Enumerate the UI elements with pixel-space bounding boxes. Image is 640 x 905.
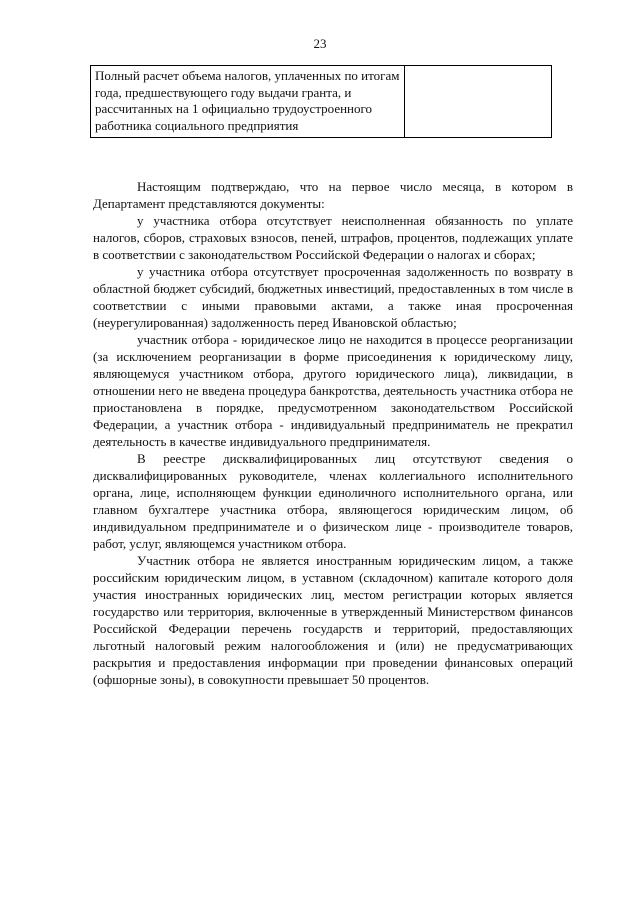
page-number: 23 <box>313 36 327 51</box>
table-cell-value <box>405 66 552 138</box>
paragraph-disqualification-registry: В реестре дисквалифицированных лиц отсутствуют сведения о дисквалифицированных руководителе, членах коллегиального исполнительного органа, лице, исполняющем функции единоличного исполнительного органа, или главном бухгалтере участника отбора, являющегося юридическим лицом, об индивидуальном предпринимателе и о физическом лице - производителе товаров, работ, услуг, являющемся участником отбора. <box>93 451 573 551</box>
table-cell-label: Полный расчет объема налогов, уплаченных по итогам года, предшествующего году выдачи гранта, и рассчитанных на 1 официально трудоустроенного работника социального предприятия <box>91 66 405 138</box>
table-row <box>91 66 552 138</box>
paragraph-tax-obligation: у участника отбора отсутствует неисполненная обязанность по уплате налогов, сборов, страховых взносов, пеней, штрафов, процентов, подлежащих уплате в соответствии с законодательством Российской Федерации о налогах и сборах; <box>93 213 573 262</box>
grant-info-table <box>90 65 552 138</box>
paragraph-reorganization: участник отбора - юридическое лицо не находится в процессе реорганизации (за исключением реорганизации в форме присоединения к юридическому лицу, являющемуся участником отбора, другого юридического лица), ликвидации, в отношении него не введена процедура банкротства, деятельность участника отбора не приостановлена в порядке, предусмотренном законодательством Российской Федерации, а участник отбора - индивидуальный предприниматель не прекратил деятельность в качестве индивидуального предпринимателя. <box>93 332 573 449</box>
document-body <box>93 178 573 688</box>
paragraph-foreign-entity: Участник отбора не является иностранным юридическим лицом, а также российским юридическим лицом, в уставном (складочном) капитале которого доля участия иностранных юридических лиц, местом регистрации которых является государство или территория, включенные в утвержденный Министерством финансов Российской Федерации перечень государств и территорий, предоставляющих льготный налоговый режим налогообложения и (или) не предусматривающих раскрытия и предоставления информации при проведении финансовых операций (офшорные зоны), в совокупности превышает 50 процентов. <box>93 553 573 687</box>
paragraph-intro: Настоящим подтверждаю, что на первое число месяца, в котором в Департамент представляются документы: <box>93 179 573 211</box>
paragraph-budget-debt: у участника отбора отсутствует просроченная задолженность по возврату в областной бюджет субсидий, бюджетных инвестиций, предоставленных в том числе в соответствии с иными правовыми актами, а также иная просроченная (неурегулированная) задолженность перед Ивановской областью; <box>93 264 573 330</box>
